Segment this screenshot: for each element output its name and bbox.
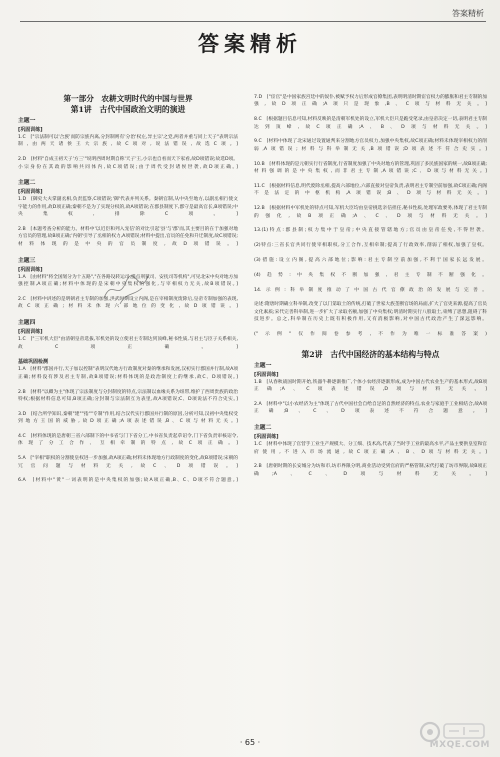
section-label: [巩固训练]: [18, 329, 43, 336]
section-label: [巩固训练]: [254, 434, 279, 441]
answer-paragraph: (2)特点:三省长官共同行使宰相职权,分工合作,互相牵制;提高了行政效率,削弱了相权,加强了皇权。: [254, 243, 487, 249]
answer-paragraph: 1.A [材料"郡国并行,天子加以控制"表明汉代地方行政制度对秦的继承和发展,汉初实行郡国并行制,故A项正确;材料没有涉及君主专制,故B项错误;材料体现的是政治制度上的继承,故C、D项错误。]: [18, 367, 238, 380]
answer-paragraph: 14.示例:科举制度推动了中国古代官僚政治的发展与完善。: [254, 287, 487, 293]
topic-heading: 主题一: [18, 118, 36, 124]
answer-paragraph: 5.A ["宰相"职权的分割使皇权进一步加强,故A项正确;材料未体现地方行政制度的变化,故B项错误;宋朝的冗官问题与材料无关,故C、D项错误。]: [18, 456, 238, 469]
page-number: · 65 ·: [239, 738, 261, 747]
right-column: [254, 94, 487, 486]
topic-heading: 主题二: [18, 180, 36, 187]
pencil-scribble: [100, 268, 160, 308]
answer-paragraph: ("示例"仅作阅卷参考,不作为唯一标准答案): [254, 332, 487, 337]
header-rule: [20, 21, 486, 22]
answer-paragraph: 9.C [材料中体现了北宋通过设置通判来分割地方官员权力,加强中央集权,故C项正确;材料未体现宰相权力的削弱,A项错误;材料与科举制无关,B项错误;D项表述不符合史实。]: [254, 139, 487, 152]
answer-paragraph: 2.C [材料中讲述的是明朝君主专制的加强,洪武时期设立内阁,是在宰相制度废除后,皇帝专制加强的表现,故C项正确;材料未体现六部地位的变化,故D项错误。]: [18, 296, 238, 310]
part-heading: 第一部分 农耕文明时代的中国与世界: [63, 94, 193, 103]
section-label: [巩固训练]: [18, 127, 43, 133]
topic-heading: 主题四: [18, 320, 36, 327]
answer-paragraph: 8.C [根据题目信息可知,材料反映的是清朝军机处的设立,军机大臣只是跪受笔录,由皇帝决定一切,表明君主专制达到顶峰,故C项正确;A、B、D项与材料无关。]: [254, 117, 487, 130]
answer-paragraph: 1.C ["三军机大臣"由清朝皇帝选拔,军机处的设立使君主专制达到顶峰,秘书性质,与君主与臣子关系相关,故C项正确。]: [18, 337, 238, 350]
answer-paragraph: 13.(1)特点:郡县制;权力集中于皇帝;中央直接管辖地方;官员由皇帝任免,不得世袭。: [254, 228, 487, 234]
answer-paragraph: 7.D ["宦官"是中国家族宫廷中的奴仆,被赋予权力后形成官僚集团,表明明清时期宦官权力的膨胀和君主专制的加强,故D项正确;A项只是现象,B、C项与材料无关。]: [254, 95, 487, 108]
answer-paragraph: 11.C [根据材料信息,明代废除丞相,提高六部地位,六部直接对皇帝负责,表明君主专制空前加强,故C项正确;内阁不是法定的中枢机构,A项错误;B、D项与材料无关。]: [254, 183, 487, 197]
running-header: 答案精析: [452, 9, 484, 18]
answer-paragraph: 1.C ["宗法制可以'合族'而防宗族内离,分封制则有'分治'权左,异主宗'之党,两者并重与同上天子"表明宗法制,由两天诸侯王大宗族,故C项对,说法错误,故选C项。]: [18, 135, 238, 148]
topic-heading: 主题一: [254, 362, 272, 369]
answer-paragraph: 10.B [材料体现的是元朝实行行省制度,行省制度加强了中央对地方的管理,巩固了多民族国家的统一,故B项正确;材料强调的是中央集权,而非君主专制,A项错误;C、D项与材料无关。]: [254, 161, 487, 175]
answer-paragraph: 1.D [御史大夫掌副丞相,负责监察,C项错误;'御'代表并列关系。秦朝官制,从中央至地方,以副丞相行使文字能力的作用,故D项正确;秦朝不是为了实现分权的,故A项错误;在郡县制度下,郡守是最高官长,B项错误;中央集权,排除C项。]: [18, 197, 238, 218]
page-title: 答案精析: [198, 31, 302, 56]
lecture-2-heading: 第2讲 古代中国经济的基本结构与特点: [301, 349, 440, 359]
section-label: [巩固训练]: [18, 189, 43, 196]
answer-paragraph: 2.B [本题考查分析的能力。材料中'以近臣和列入宠信'的对比引起'县'与'郡'而,其主要目的在于加强对地方官员的管理,故B项正确;'内朝'引导了丞相的权力,A项错误;材料中提出,官员的任免和升迁制度,故C项错误;材料体现的是中央的官员制度,故D项错误。]: [18, 227, 238, 247]
lecture-1-heading: 第1讲 古代中国政治文明的演进: [70, 105, 186, 114]
watermark-text: MXQE.COM: [429, 740, 490, 750]
topic-heading: 主题三: [18, 257, 36, 264]
answer-paragraph: 1.A [由材料"将全国划分为十五路","在各路设转运司,提点刑狱司、安抚司等机构",可见北宋中央对地方加强控制,A项正确;材料中体现的是宋朝中央集权的强化,与宰相权力无关,故B项错误。]: [18, 274, 238, 288]
answer-paragraph: (3)措施:设立内阁,提高六部地位;影响:君主专制空前加强,不利于国家长远发展。: [254, 257, 487, 263]
section-label: [巩固训练]: [254, 371, 279, 378]
answer-paragraph: 3.D [结合所学知识,秦朝"建""指""专制"作用,结合汉代实行郡国并行制的原因,分析可知,汉初中央集权受到地方王国的威胁,故D项正确;A项表述错误,B、C项与材料无关。]: [18, 411, 238, 425]
answer-paragraph: 2.A [材料中"以小农经济为主"体现了古代中国社会自给自足的自然经济的特点,农业与家庭手工业相结合,故A项正确;B、C、D项表述不符合题意。]: [254, 402, 487, 415]
right-blocks-2: [254, 362, 487, 486]
section-label: [巩固训练]: [18, 266, 43, 273]
answer-paragraph: 4.C [材料体现的是唐朝三省六部制下的中书省与门下省分工,中书省负责起草诏令,门下省负责审核诏令,体现了分工合作、互相牵制的特点,故C项正确。]: [18, 434, 238, 447]
answer-paragraph: 1.C [材料中体现了官营手工业生产规模大、分工细、技术高,代表了当时手工业的最高水平,产品主要供皇室和官府使用,不进入市场流通,故C项正确;A、B、D项与材料无关。]: [254, 442, 487, 455]
answer-paragraph: 6.A [材料中"黄"一词表明的是中央集权的加强;故A项正确,B、C、D项不符合题意。]: [18, 478, 238, 484]
section-label: 基础巩固检测: [18, 359, 49, 366]
right-blocks: [254, 94, 487, 346]
answer-paragraph: 论述:隋唐时期确立科举制,改变了以门第取士的传统,打破了世家大族垄断官场的局面,扩大了官吏来源,提高了官员文化素质;宋代完善科举制,进一步扩大了录取名额,加强了中央集权;明清时期实行八股取士,束缚了思想,阻碍了科技进步。总之,科举制在历史上既有积极作用,又有消极影响,对中国古代政治产生了深远影响。: [254, 302, 487, 323]
answer-paragraph: 1.B [从春秋战国时期开始,铁器牛耕逐渐推广,个体小农经济逐渐形成,成为中国古代农业生产的基本形式,故B项正确;A、C项表述错误,D项与材料无关。]: [254, 379, 487, 393]
answer-paragraph: 2.D [材料"自成王初天子'方三'"说明西周时期自称'天子'王,小宗也自看而天下家看,故D项错误;故选D项。小宗身份在其政的影响共同体内,故C项错误;由于周代受封诸侯世袭,故D项正确。]: [18, 157, 238, 170]
answer-paragraph: 2.B [唐朝时期的长安城分为坊和市,坊市界限分明,商业活动受到官府的严格管制,宋代打破了坊市界限,故B项正确;A、C、D项与材料无关。]: [254, 464, 487, 477]
answer-paragraph: (4)趋势:中央集权不断加强,君主专制不断强化。: [254, 272, 487, 278]
topic-heading: 主题二: [254, 425, 272, 432]
answer-paragraph: 12.B [根据材料中军机处的特点可知,军机大臣均由皇帝挑选亲信担任,秘书性质,处理军政要务,体现了君主专制的强化,故B项正确;A、C、D项与材料无关。]: [254, 206, 487, 219]
answer-paragraph: 2.B [材料"以卿为主"体现了宗法制度与分封制度的特点,宗法制以血缘关系为纽带,维护了西周贵族的政治特权;根据材料信息可知,B项正确;分封制与宗法制互为表里,故A项错误;C、D项说法不符合史实。]: [18, 389, 238, 402]
